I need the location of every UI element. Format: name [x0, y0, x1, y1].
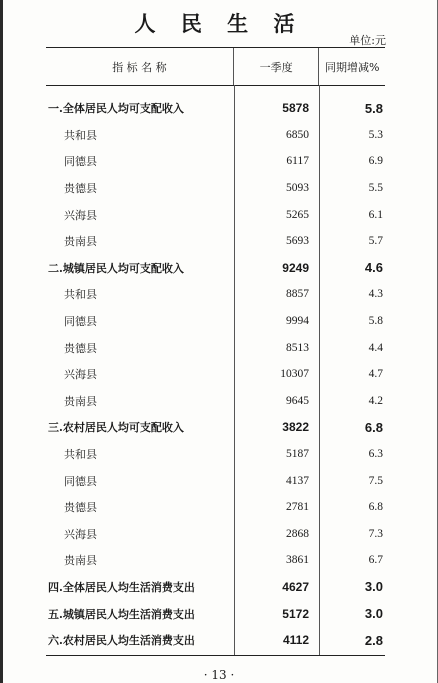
header-yoy: 同期增减% — [318, 48, 385, 85]
statistics-table — [46, 47, 385, 656]
row-change: 5.7 — [368, 235, 383, 248]
row-change: 3.0 — [364, 579, 383, 595]
table-row — [46, 201, 385, 228]
row-value: 10307 — [280, 368, 309, 381]
table-row — [46, 521, 385, 548]
row-value: 3861 — [286, 554, 309, 567]
row-name: 贵德县 — [64, 341, 97, 355]
table-row — [46, 361, 385, 388]
table-row — [46, 414, 385, 441]
row-name: 五.城镇居民人均生活消费支出 — [48, 607, 195, 621]
table-row — [46, 148, 385, 175]
header-indicator: 指 标 名 称 — [112, 60, 167, 74]
table-row — [46, 281, 385, 308]
row-name: 四.全体居民人均生活消费支出 — [48, 580, 195, 594]
row-value: 2868 — [286, 527, 309, 540]
table-row — [46, 255, 385, 282]
row-value: 5187 — [286, 448, 309, 461]
row-change: 6.8 — [364, 419, 383, 435]
row-name: 兴海县 — [64, 527, 97, 541]
table-row — [46, 494, 385, 521]
row-value: 9249 — [282, 260, 309, 275]
row-value: 4627 — [282, 579, 309, 594]
row-change: 6.3 — [368, 448, 383, 461]
row-value: 4112 — [282, 633, 309, 648]
table-row — [46, 228, 385, 255]
row-value: 3822 — [282, 420, 309, 435]
row-value: 6850 — [286, 128, 309, 141]
row-change: 7.5 — [368, 474, 383, 487]
table-row — [46, 175, 385, 202]
row-name: 共和县 — [64, 128, 97, 142]
row-name: 二.城镇居民人均可支配收入 — [48, 261, 184, 275]
table-row — [46, 547, 385, 574]
row-change: 6.1 — [368, 208, 383, 221]
row-value: 8857 — [286, 288, 309, 301]
row-change: 5.5 — [368, 182, 383, 195]
row-change: 5.8 — [364, 100, 383, 116]
row-name: 兴海县 — [64, 368, 97, 382]
row-value: 2781 — [286, 501, 309, 514]
row-name: 六.农村居民人均生活消费支出 — [48, 634, 195, 648]
table-row — [46, 308, 385, 335]
row-value: 5172 — [282, 606, 309, 621]
row-name: 兴海县 — [64, 208, 97, 222]
row-name: 共和县 — [64, 448, 97, 462]
row-name: 同德县 — [64, 315, 97, 329]
table-row — [46, 122, 385, 149]
row-value: 9994 — [286, 315, 309, 328]
row-change: 5.8 — [368, 315, 383, 328]
header-q1: 一季度 — [233, 48, 319, 85]
row-name: 贵德县 — [64, 182, 97, 196]
table-row — [46, 574, 385, 601]
row-name: 贵南县 — [64, 554, 97, 568]
row-name: 贵德县 — [64, 501, 97, 515]
row-value: 5093 — [286, 182, 309, 195]
table-row — [46, 441, 385, 468]
table-row — [46, 600, 385, 627]
page-edge-left — [0, 0, 3, 683]
row-change: 7.3 — [368, 527, 383, 540]
table-row — [46, 388, 385, 415]
row-value: 5265 — [286, 208, 309, 221]
row-change: 3.0 — [364, 606, 383, 622]
row-change: 4.6 — [364, 260, 383, 276]
row-change: 6.9 — [368, 155, 383, 168]
row-name: 贵南县 — [64, 394, 97, 408]
unit-label: 单位:元 — [349, 34, 386, 47]
row-name: 贵南县 — [64, 235, 97, 249]
row-change: 4.7 — [368, 368, 383, 381]
row-value: 5693 — [286, 235, 309, 248]
row-name: 三.农村居民人均可支配收入 — [48, 421, 184, 435]
row-value: 5878 — [282, 101, 309, 116]
row-change: 6.8 — [368, 501, 383, 514]
column-divider — [319, 85, 320, 655]
row-name: 同德县 — [64, 474, 97, 488]
row-name: 一.全体居民人均可支配收入 — [48, 102, 184, 116]
row-change: 5.3 — [368, 128, 383, 141]
row-change: 2.8 — [364, 632, 383, 648]
row-value: 6117 — [286, 155, 309, 168]
table-body — [46, 86, 385, 655]
row-value: 8513 — [286, 341, 309, 354]
row-name: 同德县 — [64, 155, 97, 169]
row-value: 4137 — [286, 474, 309, 487]
row-change: 4.4 — [368, 341, 383, 354]
page-title: 人 民 生 活 — [134, 11, 304, 36]
table-header — [46, 48, 385, 86]
table-row — [46, 467, 385, 494]
table-row — [46, 95, 385, 122]
page-number: · 13 · — [203, 668, 235, 682]
table-row — [46, 334, 385, 361]
column-divider — [234, 85, 235, 655]
row-change: 4.2 — [368, 394, 383, 407]
row-change: 4.3 — [368, 288, 383, 301]
row-name: 共和县 — [64, 288, 97, 302]
row-change: 6.7 — [368, 554, 383, 567]
row-value: 9645 — [286, 394, 309, 407]
table-row — [46, 627, 385, 654]
